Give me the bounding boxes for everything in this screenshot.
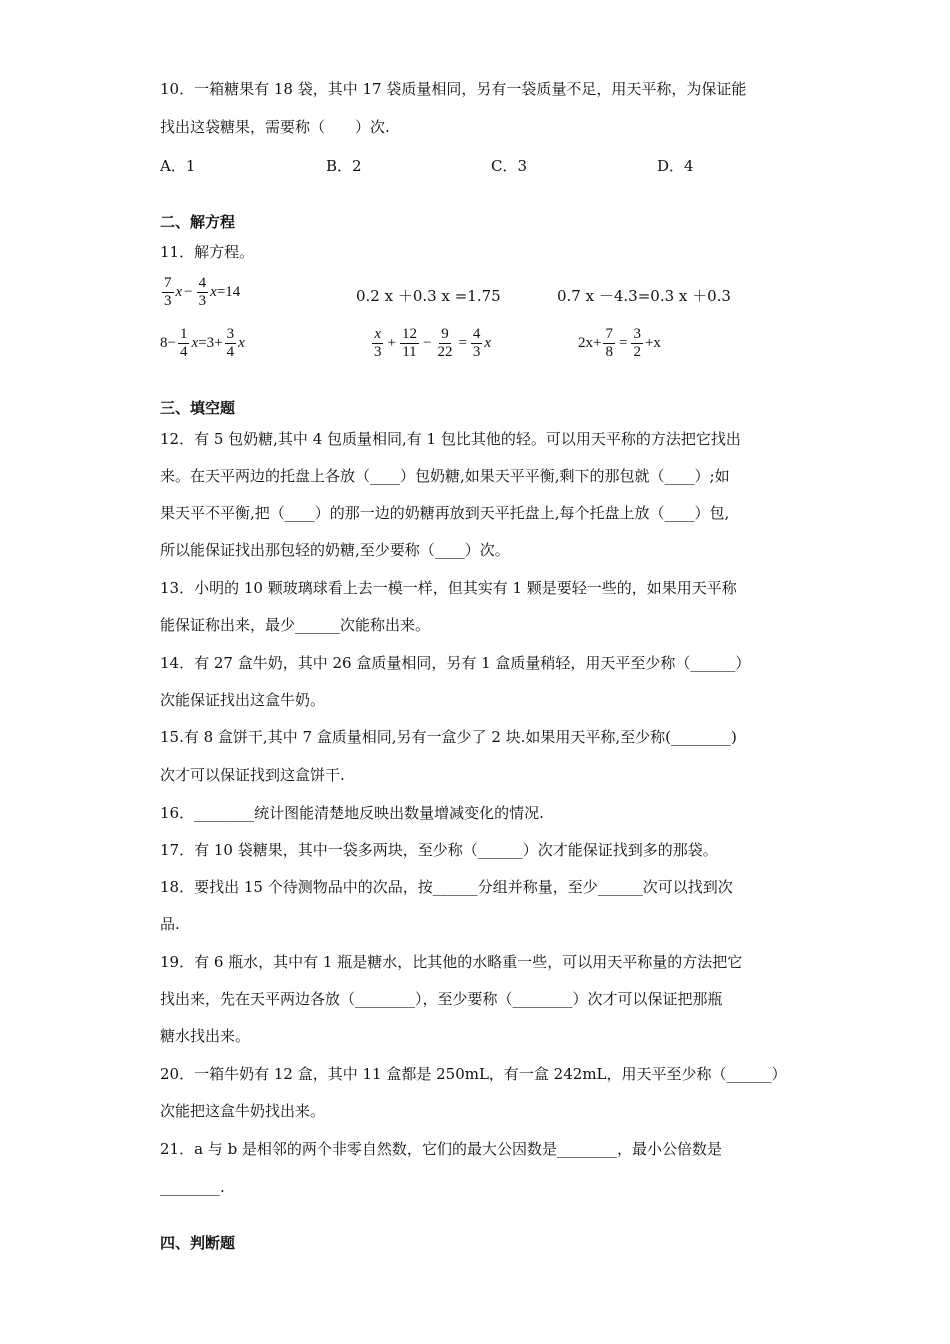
q16-line: 16．________统计图能清楚地反映出数量增减变化的情况. [160, 804, 544, 822]
fraction-numerator: 1 [179, 326, 188, 342]
q11-prompt: 11．解方程。 [160, 243, 255, 261]
equation-mid: =3+ [198, 335, 223, 351]
q12-line: 果天平不平衡,把（____）的那一边的奶糖再放到天平托盘上,每个托盘上放（____）包, [160, 504, 730, 522]
q19-line: 糖水找出来。 [160, 1027, 251, 1045]
fraction-numerator: 7 [605, 326, 613, 342]
equation-lead: 8− [160, 335, 176, 351]
fraction-numerator: x [374, 326, 382, 342]
q10-option-b: B．2 [326, 157, 362, 175]
q21-line: ________. [160, 1178, 225, 1196]
fraction-numerator: 7 [164, 275, 172, 291]
section-heading-solve-equations: 二、解方程 [160, 213, 236, 231]
q12-line: 所以能保证找出那包轻的奶糖,至少要称（____）次。 [160, 541, 510, 559]
q15-line: 15.有 8 盒饼干,其中 7 盒质量相同,另有一盒少了 2 块.如果用天平称,至少称(________) [160, 728, 737, 746]
q10-line1: 10．一箱糖果有 18 袋，其中 17 袋质量相同，另有一袋质量不足，用天平称，为保证能 [160, 80, 747, 98]
equation-3: 0.7 x －4.3=0.3 x ＋0.3 [557, 287, 731, 305]
equation-tail: +x [644, 335, 661, 351]
q19-line: 找出来，先在天平两边各放（________），至少要称（________）次才可以保证把那瓶 [160, 990, 723, 1008]
q10-option-c: C．3 [491, 157, 528, 175]
equation-4: 8− $\frac{1}{4}$ x =3+ $\frac{3}{4}$ x [160, 326, 245, 360]
section-heading-fill-blanks: 三、填空题 [160, 399, 236, 417]
q18-line: 18．要找出 15 个待测物品中的次品，按______分组并称量，至少______次可以找到次 [160, 878, 733, 896]
fraction-denominator: 3 [472, 344, 481, 360]
equation-rhs: =14 [216, 284, 241, 300]
q13-line: 能保证称出来，最少______次能称出来。 [160, 616, 431, 634]
q20-line: 次能把这盒牛奶找出来。 [160, 1102, 326, 1120]
q14-line: 14．有 27 盒牛奶，其中 26 盒质量相同，另有 1 盒质量稍轻，用天平至少称（______） [160, 654, 751, 672]
q18-line: 品. [160, 915, 180, 933]
q15-line: 次才可以保证找到这盒饼干. [160, 766, 345, 784]
q20-line: 20．一箱牛奶有 12 盒，其中 11 盒都是 250mL，有一盒 242mL，用天平至少称（______） [160, 1065, 787, 1083]
fraction-denominator: 3 [374, 344, 382, 360]
fraction-denominator: 22 [437, 344, 453, 360]
q13-line: 13．小明的 10 颗玻璃球看上去一模一样，但其实有 1 颗是要轻一些的，如果用天平称 [160, 579, 737, 597]
fraction-numerator: 3 [633, 326, 641, 342]
equation-2: 0.2 x ＋0.3 x =1.75 [356, 287, 501, 305]
fraction-numerator: 4 [198, 275, 207, 291]
q10-line2: 找出这袋糖果，需要称（ ）次. [160, 118, 390, 136]
q17-line: 17．有 10 袋糖果，其中一袋多两块，至少称（______）次才能保证找到多的那袋。 [160, 841, 718, 859]
fraction-numerator: 12 [401, 326, 417, 342]
fraction-denominator: 4 [179, 344, 188, 360]
fraction-denominator: 3 [164, 293, 172, 309]
fraction-numerator: 9 [441, 326, 449, 342]
fraction-denominator: 2 [633, 344, 641, 360]
fraction-denominator: 4 [226, 344, 235, 360]
section-heading-true-false: 四、判断题 [160, 1234, 236, 1252]
fraction-denominator: 3 [198, 293, 207, 309]
q21-line: 21．a 与 b 是相邻的两个非零自然数，它们的最大公因数是________，最小公倍数是 [160, 1140, 722, 1158]
q19-line: 19．有 6 瓶水，其中有 1 瓶是糖水，比其他的水略重一些，可以用天平称量的方法把它 [160, 953, 743, 971]
equation-lead: 2x+ [578, 335, 602, 351]
fraction-denominator: 8 [605, 344, 613, 360]
fraction-numerator: 4 [472, 326, 481, 342]
q12-line: 12．有 5 包奶糖,其中 4 包质量相同,有 1 包比其他的轻。可以用天平称的方法把它找出 [160, 430, 741, 448]
q14-line: 次能保证找出这盒牛奶。 [160, 691, 326, 709]
equation-1: $\frac{7}{3}$ x − $\frac{4}{3}$ x =14 [164, 275, 241, 309]
equation-6: 2x+ $\frac{7}{8}$ = $\frac{3}{2}$ +x [578, 326, 661, 360]
fraction-numerator: 3 [226, 326, 235, 342]
q10-option-a: A．1 [160, 157, 196, 175]
q12-line: 来。在天平两边的托盘上各放（____）包奶糖,如果天平平衡,剩下的那包就（____）;如 [160, 467, 730, 485]
fraction-denominator: 11 [402, 344, 417, 360]
q10-option-d: D．4 [657, 157, 694, 175]
equation-5: $\frac{x}{3}$ + $\frac{12}{11}$ − $\frac{9}{22}$ = $\frac{4}{3}$ x [374, 326, 492, 360]
